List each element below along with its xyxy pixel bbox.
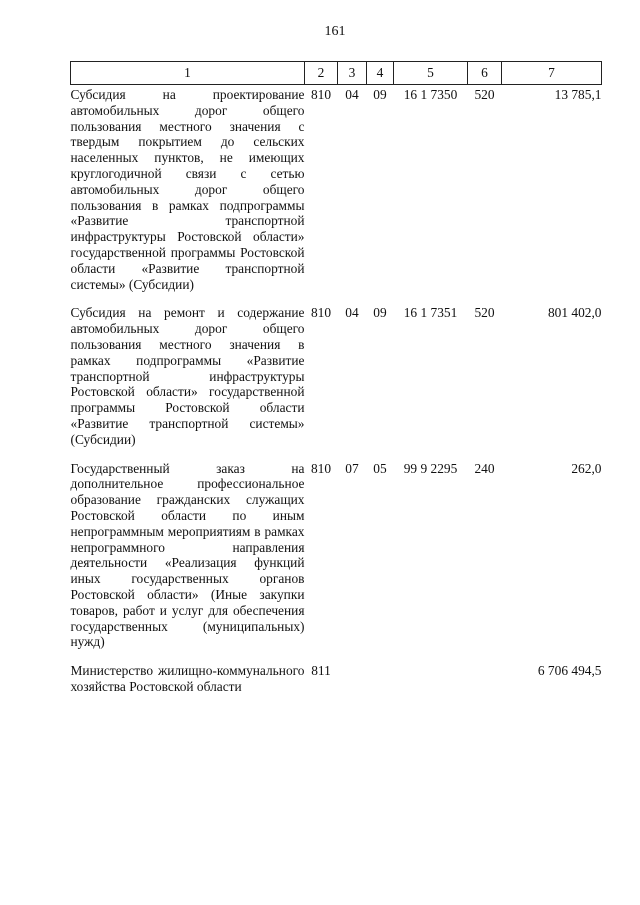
page-number: 161 [324, 24, 346, 39]
header-col-1: 1 [71, 62, 305, 85]
row-amount: 801 402,0 [547, 305, 602, 321]
row-expense-type: 240 [474, 460, 495, 476]
row-ministry-code: 810 [310, 305, 332, 321]
budget-table [70, 61, 602, 695]
row-section: 04 [345, 305, 359, 321]
row-section: 07 [345, 460, 359, 476]
row-name: Субсидия на проектирование автомобильных дорог общего пользования местного значения с твердым покрытием до сельских населенных пунктов, не имеющих круглогодичной связи с сетью автомобильных дорог общего пользования в рамках подпрограммы «Развитие транспортной инфраструктуры Ростовской области» государственной программы Ростовской области «Развитие транспортной системы» (Субсидии) [70, 87, 305, 292]
row-expense-type: 520 [474, 305, 495, 321]
row-ministry-code: 810 [310, 460, 332, 476]
table-row [71, 448, 602, 651]
table-row [71, 650, 602, 695]
header-col-5: 5 [394, 62, 468, 85]
table-row [71, 85, 602, 293]
row-target-article: 16 1 7350 [403, 87, 458, 102]
row-subsection [367, 650, 394, 695]
row-expense-type: 520 [474, 87, 495, 102]
row-amount: 262,0 [571, 460, 602, 476]
row-target-article: 16 1 7351 [403, 305, 458, 321]
row-section: 04 [345, 87, 359, 102]
row-section [338, 650, 367, 695]
row-name: Министерство жилищно-коммунального хозяйства Ростовской области [70, 663, 305, 694]
header-col-2: 2 [305, 62, 338, 85]
header-row [71, 62, 602, 85]
row-subsection: 09 [373, 87, 387, 102]
row-target-article [394, 650, 468, 695]
header-col-3: 3 [338, 62, 367, 85]
header-col-4: 4 [367, 62, 394, 85]
row-subsection: 09 [373, 305, 387, 321]
row-subsection: 05 [373, 460, 387, 476]
row-ministry-code: 811 [311, 663, 331, 679]
table-row [71, 292, 602, 447]
row-name: Государственный заказ на дополнительное профессиональное образование гражданских служащих Ростовской области по иным непрограммным мероприятиям в рамках непрограммного направления деятельности «Реализация функций иных государственных органов Ростовской области» (Иные закупки товаров, работ и услуг для обеспечения государственных (муниципальных) нужд) [70, 460, 305, 650]
header-col-7: 7 [502, 62, 602, 85]
row-expense-type [468, 650, 502, 695]
row-ministry-code: 810 [310, 87, 332, 102]
row-amount: 6 706 494,5 [537, 663, 602, 679]
row-amount: 13 785,1 [554, 87, 602, 102]
row-name: Субсидия на ремонт и содержание автомобильных дорог общего пользования местного значения в рамках подпрограммы «Развитие транспортной инфраструктуры Ростовской области» государственной программы Ростовской области «Развитие транспортной системы» (Субсидии) [70, 305, 305, 447]
row-target-article: 99 9 2295 [403, 460, 458, 476]
header-col-6: 6 [468, 62, 502, 85]
